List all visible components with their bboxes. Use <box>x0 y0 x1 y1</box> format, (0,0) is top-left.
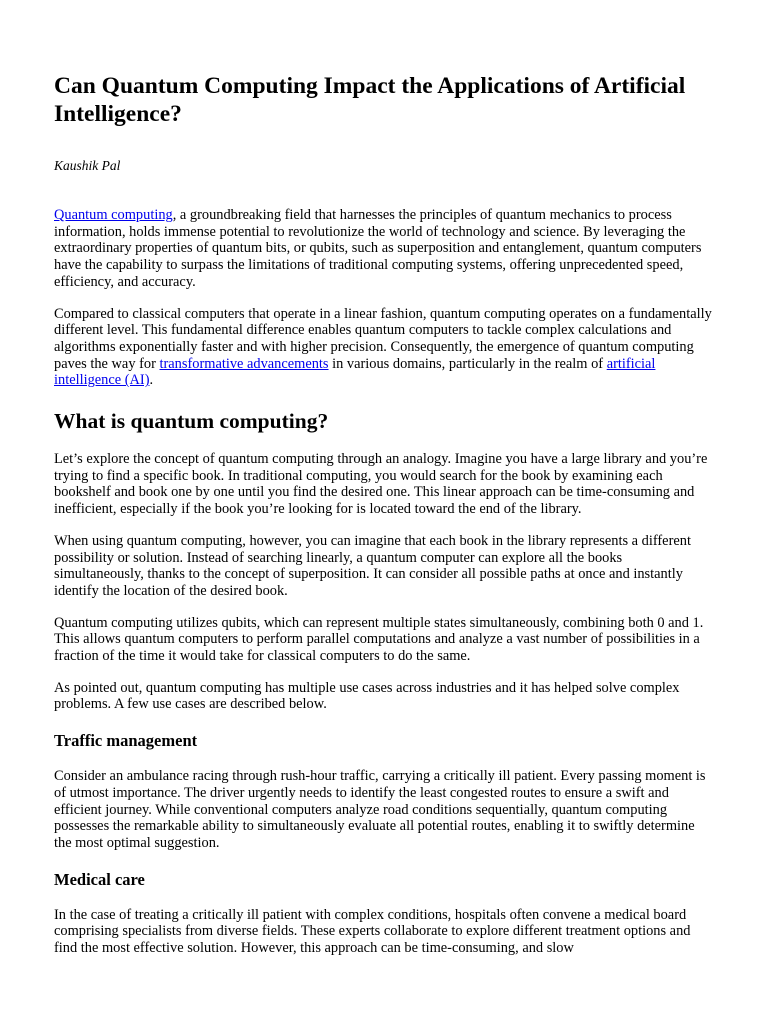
artificial-intelligence-link[interactable]: artificial intelligence (AI) <box>54 355 656 389</box>
intro-paragraph-2-mid: in various domains, particularly in the realm of <box>328 355 607 372</box>
section-heading-quantum-computing: What is quantum computing? <box>54 409 329 434</box>
article-title: Can Quantum Computing Impact the Applications of Artificial Intelligence? <box>54 73 686 127</box>
traffic-paragraph: Consider an ambulance racing through rush-hour traffic, carrying a critically ill patient. Every passing moment is of utmost importance. The driver urgently needs to identify the least congested routes to ensure a swift and efficient journey. While conventional computers analyze road conditions sequentially, quantum computing possesses the remarkable ability to simultaneously evaluate all potential routes, enabling it to swiftly determine the most optimal suggestion. <box>54 768 706 851</box>
subheading-medical-care: Medical care <box>54 869 145 889</box>
section1-paragraph-2: When using quantum computing, however, you can imagine that each book in the library represents a different possibility or solution. Instead of searching linearly, a quantum computer can explore all the books simultaneously, thanks to the concept of superposition. It can consider all possible paths at once and instantly identify the location of the desired book. <box>54 532 691 599</box>
section1-paragraph-4: As pointed out, quantum computing has multiple use cases across industries and it has helped solve complex problems. A few use cases are described below. <box>54 679 680 713</box>
transformative-advancements-link[interactable]: transformative advancements <box>159 355 329 372</box>
intro-paragraph-1 <box>54 207 714 291</box>
subheading-traffic-management: Traffic management <box>54 731 198 751</box>
quantum-computing-link[interactable]: Quantum computing <box>54 207 173 223</box>
section1-paragraph-1: Let’s explore the concept of quantum computing through an analogy. Imagine you have a large library and you’re trying to find a specific book. In traditional computing, you would search for the book by examining each bookshelf and book one by one until you find the desired one. This linear approach can be time-consuming and inefficient, especially if the book you’re looking for is located toward the end of the library. <box>54 451 708 518</box>
section1-paragraph-3: Quantum computing utilizes qubits, which can represent multiple states simultaneously, combining both 0 and 1. This allows quantum computers to perform parallel computations and analyze a vast number of possibilities in a fraction of the time it would take for classical computers to do the same. <box>54 614 704 665</box>
intro-paragraph-2-end: . <box>149 372 154 389</box>
intro-paragraph-1-text: , a groundbreaking field that harnesses the principles of quantum mechanics to process information, holds immense potential to revolutionize the world of technology and science. By leveraging the extraordinary properties of quantum bits, or qubits, such as superposition and entanglement, quantum computers have the capability to surpass the limitations of traditional computing systems, offering unprecedented speed, efficiency, and accuracy. <box>54 207 702 290</box>
medical-paragraph: In the case of treating a critically ill patient with complex conditions, hospitals often convene a medical board comprising specialists from diverse fields. These experts collaborate to explore different treatment options and find the most effective solution. However, this approach can be time-consuming, and slow <box>54 906 691 957</box>
intro-paragraph-2 <box>54 306 714 390</box>
article-author: Kaushik Pal <box>54 158 121 173</box>
intro-paragraph-2-start: Compared to classical computers that operate in a linear fashion, quantum computing operates on a fundamentally different level. This fundamental difference enables quantum computers to tackle complex calculations and algorithms exponentially faster and with higher precision. Consequently, the emergence of quantum computing paves the way for <box>54 305 712 372</box>
